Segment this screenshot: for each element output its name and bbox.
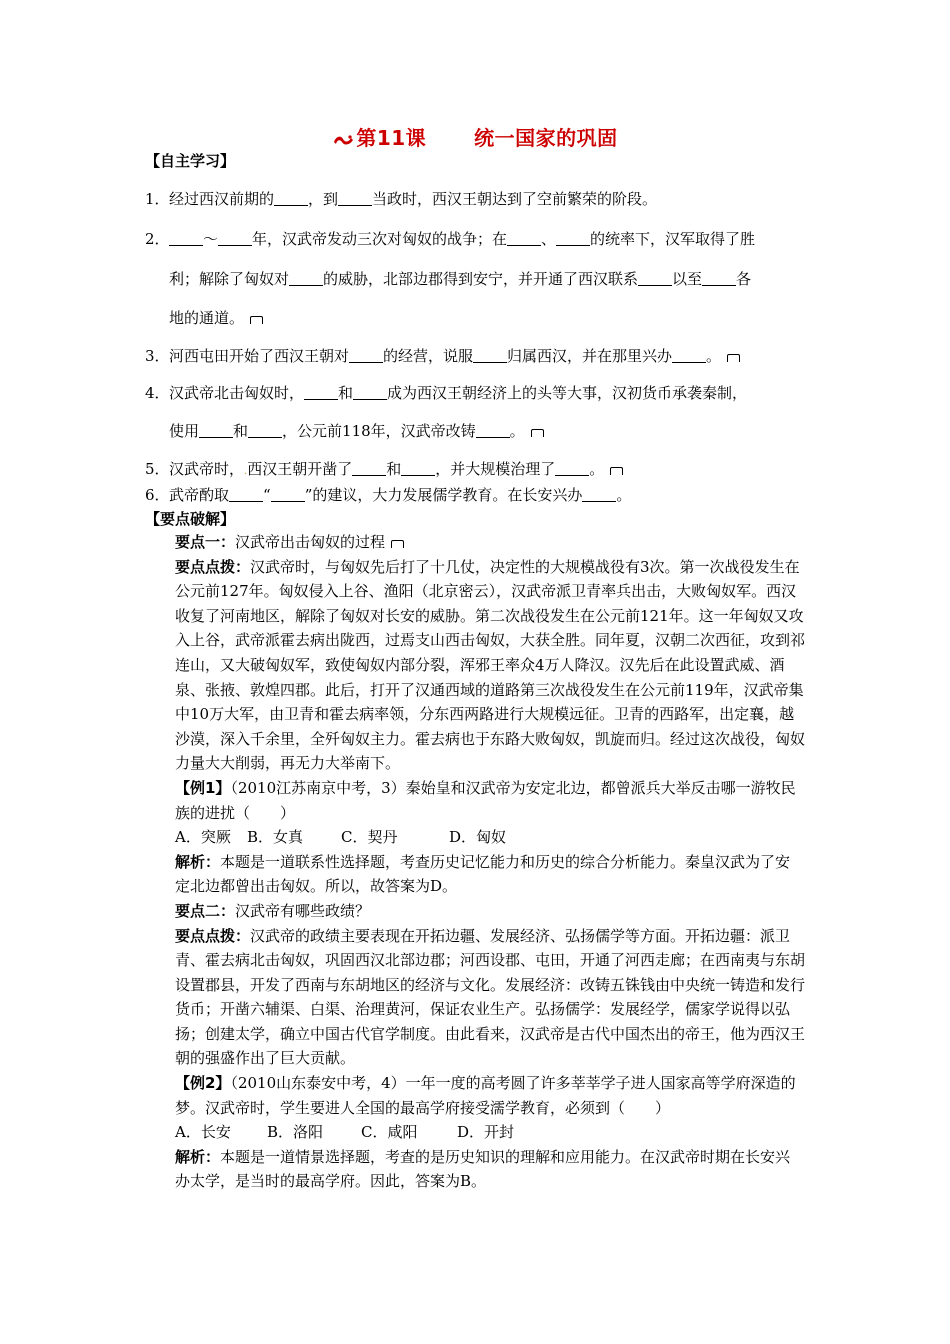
- key-points-heading: 【要点破解】: [145, 510, 236, 528]
- question-4: 4．汉武帝北击匈奴时， 和 成为西汉王朝经济上的头等大事，汉初货币承袭秦制，: [145, 384, 748, 402]
- edit-mark-icon: [391, 540, 404, 548]
- edit-mark-icon: [250, 316, 263, 324]
- question-2-line-3: 地的通道。: [169, 307, 263, 328]
- self-study-heading: 【自主学习】: [145, 152, 236, 170]
- question-1: 1．经过西汉前期的 ，到 当政时，西汉王朝达到了空前繁荣的阶段。: [145, 190, 658, 208]
- example-2: 【例2】（2010山东泰安中考，4）一年一度的高考圆了许多莘莘学子进人国家高等学府深造的梦。汉武帝时，学生要进人全国的最高学府接受濡学教育，必须到（ ）: [175, 1074, 796, 1117]
- lesson-number: 第11课: [356, 126, 427, 150]
- question-3: 3．河西屯田开始了西汉王朝对 的经营，说服 归属西汉，并在那里兴办 。: [145, 345, 815, 366]
- example-1-analysis: 解析：本题是一道联系性选择题，考查历史记忆能力和历史的综合分析能力。秦皇汉武为了安定北边都曾出击匈奴。所以，故答案为D。: [175, 852, 791, 896]
- key-points-body: [145, 530, 805, 1194]
- example-2-analysis: 解析：本题是一道情景选择题，考查的是历史知识的理解和应用能力。在汉武帝时期在长安兴办太学，是当时的最高学府。因此，答案为B。: [175, 1147, 791, 1191]
- point-2-tip: 要点点拨：汉武帝的政绩主要表现在开拓边疆、发展经济、弘扬儒学等方面。开拓边疆：派卫青、霍去病北击匈奴，巩固西汉北部边郡；河西设郡、屯田，开通了河西走廊；在西南夷与东胡设置郡县，开发了西南与东胡地区的经济与文化。发展经济：改铸五铢钱由中央统一铸造和发行货币；开凿六辅渠、白渠、治理黄河，保证农业生产。弘扬儒学：发展经学，儒家学说得以弘扬；创建太学，确立中国古代官学制度。由此看来，汉武帝是古代中国杰出的帝王，他为西汉王朝的强盛作出了巨大贡献。: [175, 926, 806, 1068]
- edit-mark-icon: [610, 467, 623, 475]
- question-4-line-2: 使用 和 ，公元前118年，汉武帝改铸 。: [169, 420, 544, 441]
- lesson-title: [0, 122, 950, 153]
- point-2: 要点二：汉武帝有哪些政绩？: [175, 901, 371, 920]
- question-2: 2． ～ 年，汉武帝发动三次对匈奴的战争；在 、 的统率下，汉军取得了胜: [145, 230, 756, 248]
- question-2-line-2: 利；解除了匈奴对 的威胁，北部边郡得到安宁，并开通了西汉联系 以至 各: [169, 270, 752, 288]
- dot-mark-icon: .: [244, 466, 248, 477]
- edit-mark-icon: [727, 354, 740, 362]
- lesson-topic: 统一国家的巩固: [474, 126, 618, 150]
- dragon-logo-icon: [332, 129, 354, 153]
- point-1: 要点一：汉武帝出击匈奴的过程: [145, 530, 805, 555]
- example-2-options: A．长安 B．洛阳 C．咸阳 D．开封: [175, 1123, 515, 1142]
- example-1-options: A．突厥 B．女真 C．契丹 D．匈奴: [175, 828, 507, 847]
- point-1-tip: 要点点拨：汉武帝时，与匈奴先后打了十几仗，决定性的大规模战役有3次。第一次战役发生在公元前127年。匈奴侵入上谷、渔阳（北京密云），汉武帝派卫青率兵出击，大败匈奴军。西汉收复了河南地区，解除了匈奴对长安的威胁。第二次战役发生在公元前121年。这一年匈奴又攻入上谷，武帝派霍去病出陇西，过焉支山西击匈奴，大获全胜。同年夏，汉朝二次西征，攻到祁连山，又大破匈奴军，致使匈奴内部分裂，浑邪王率众4万人降汉。汉先后在此设置武威、酒泉、张掖、敦煌四郡。此后，打开了汉通西域的道路第三次战役发生在公元前119年，汉武帝集中10万大军，由卫青和霍去病率领，分东西两路进行大规模远征。卫青的西路军，出定襄，越沙漠，深入千余里，全歼匈奴主力。霍去病也于东路大败匈奴，凯旋而归。经过这次战役，匈奴力量大大削弱，再无力大举南下。: [175, 557, 806, 773]
- question-6: 6．武帝酌取 “ ”的建议，大力发展儒学教育。在长安兴办 。: [145, 486, 632, 504]
- question-5: 5．汉武帝时，.西汉王朝开凿了 和 ，并大规模治理了 。: [145, 458, 815, 479]
- example-1: 【例1】（2010江苏南京中考，3）秦始皇和汉武帝为安定北边，都曾派兵大举反击哪一游牧民族的进扰（ ）: [175, 778, 796, 822]
- edit-mark-icon: [531, 429, 544, 437]
